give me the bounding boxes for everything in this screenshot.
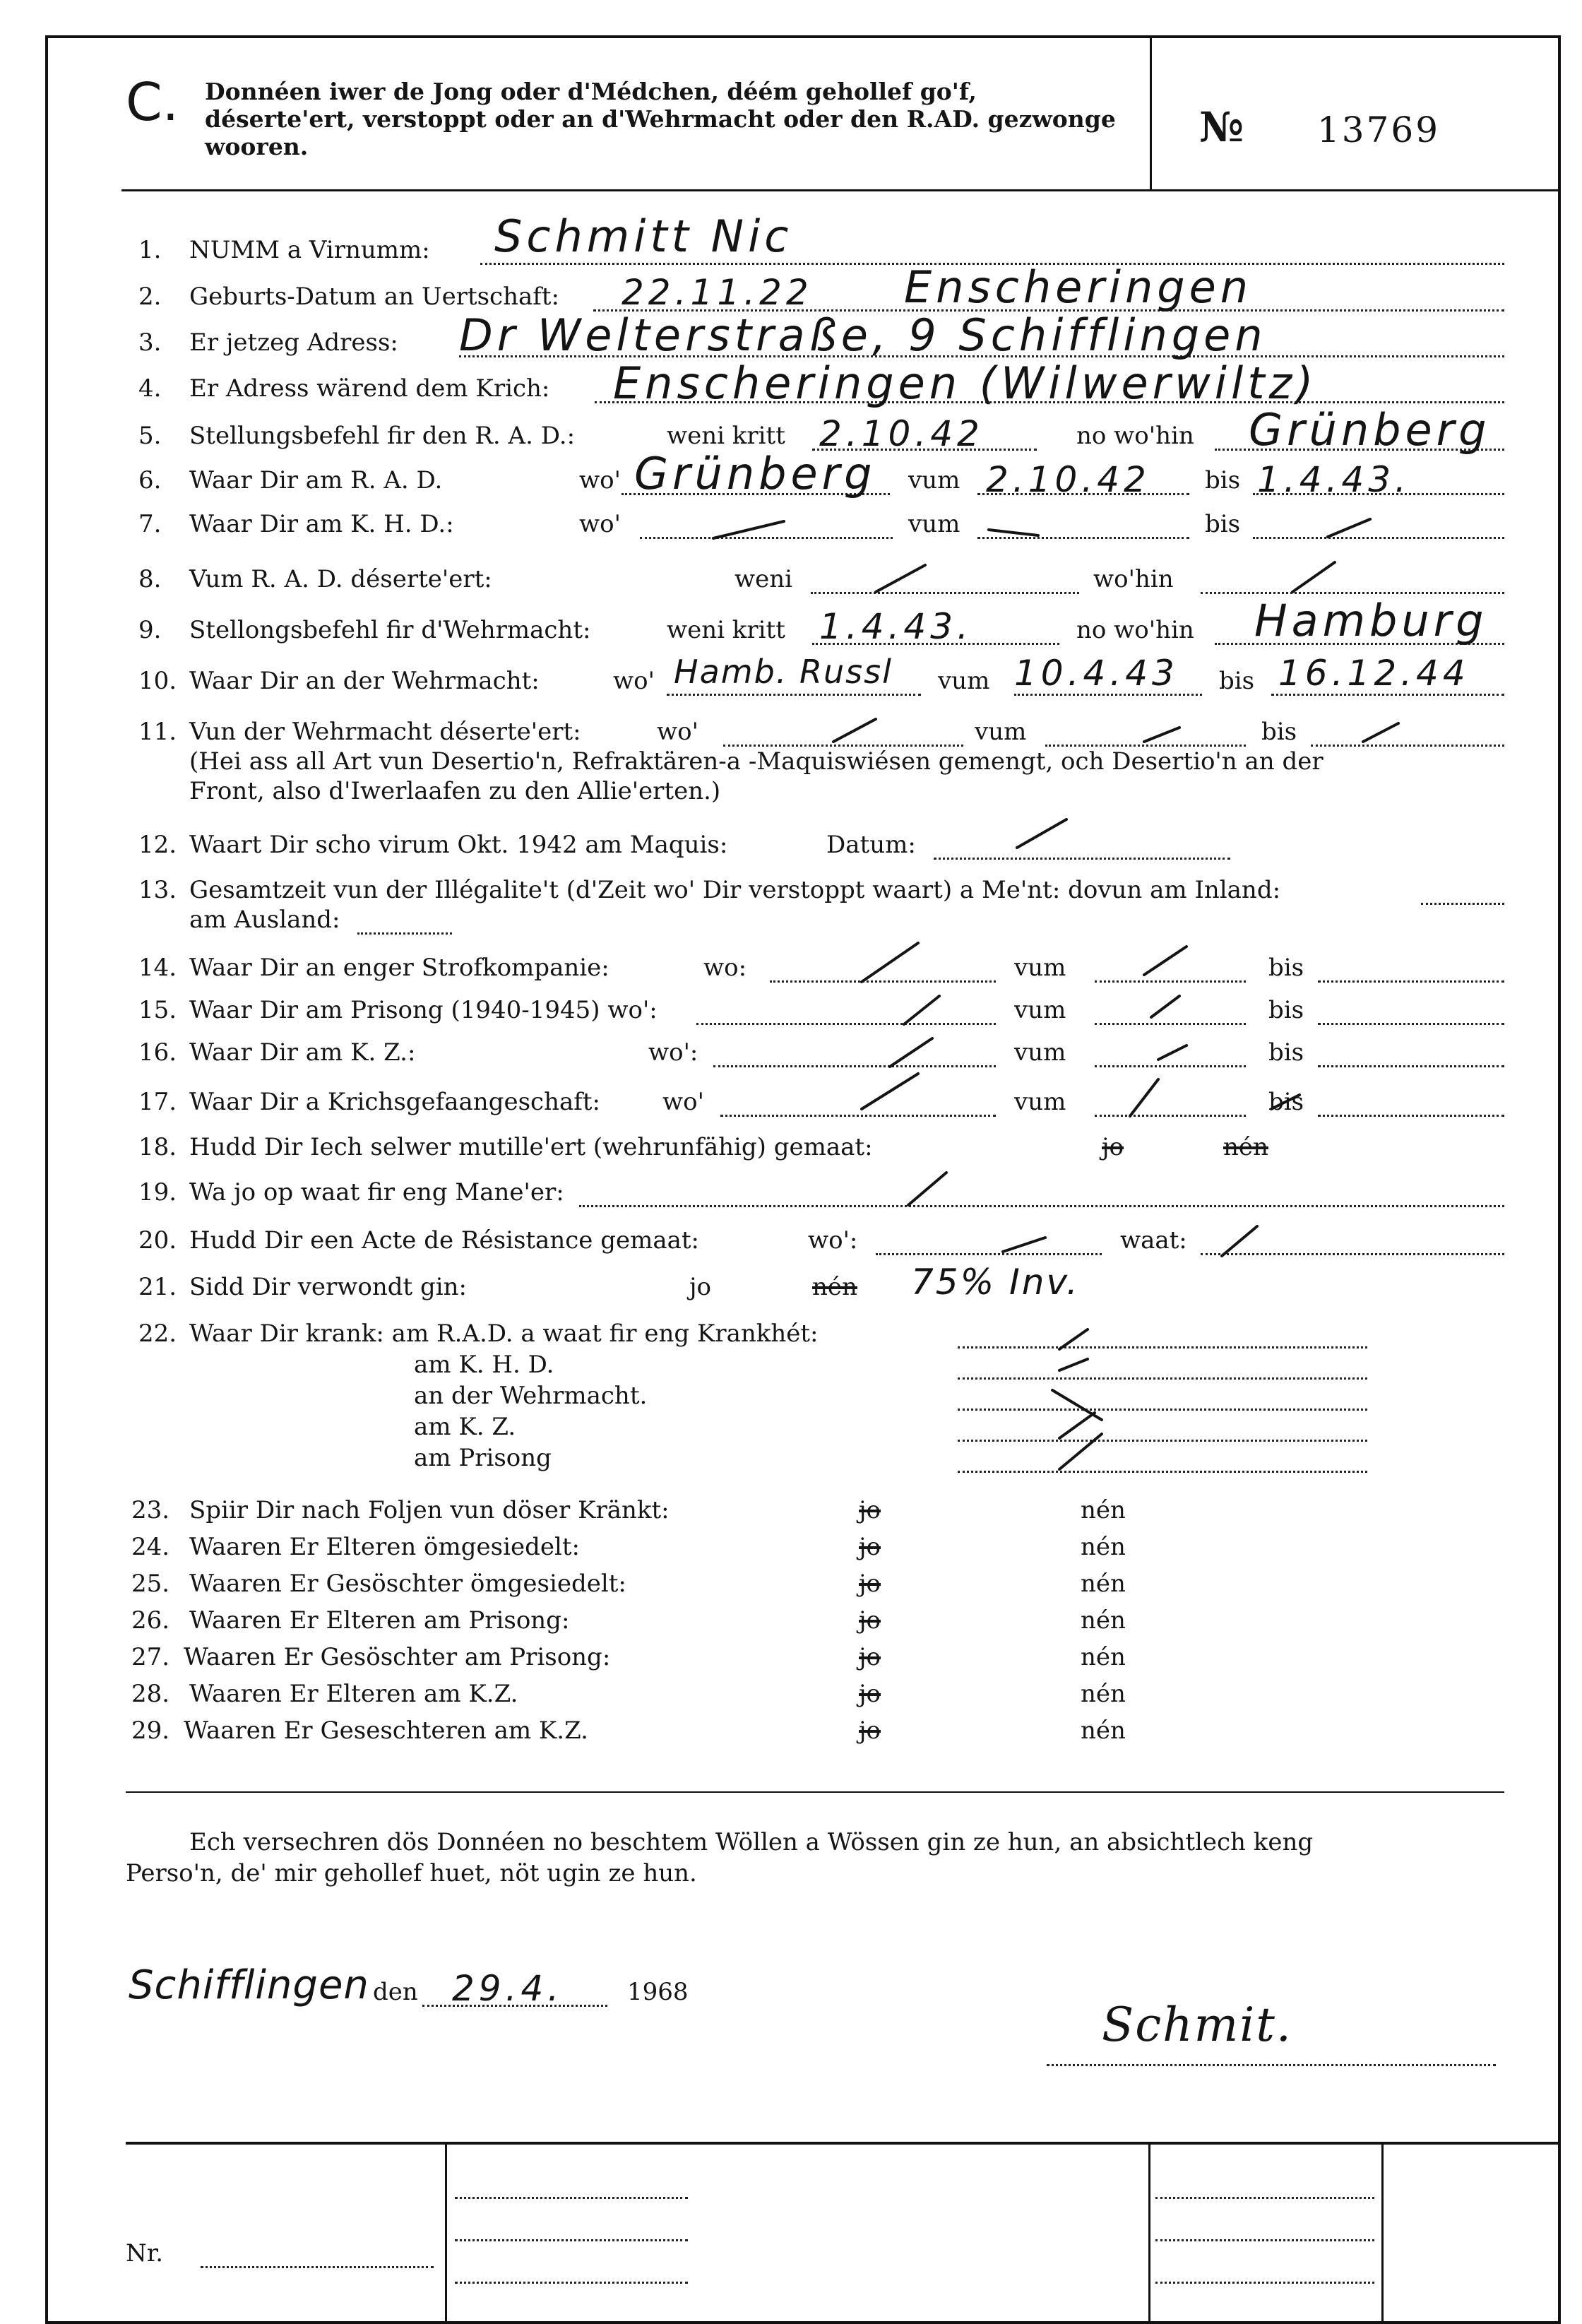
field-label: Hudd Dir een Acte de Résistance gemaat: <box>189 1226 699 1255</box>
answer-yes-struck: jo <box>859 1533 881 1561</box>
answer-yes-struck: jo <box>1102 1133 1124 1161</box>
wo-label: wo': <box>808 1226 858 1255</box>
row-number: 6. <box>138 466 162 494</box>
dash-mark <box>1271 1095 1300 1109</box>
declaration-line-2: Perso'n, de' mir gehollef huet, nöt ugin ze hun. <box>126 1859 697 1887</box>
from-label: vum <box>938 667 990 695</box>
from-label: vum <box>908 510 961 538</box>
dash-mark <box>1003 1238 1045 1252</box>
to-label: bis <box>1219 667 1255 695</box>
row-number: 24. <box>131 1533 170 1561</box>
field-label: Waar Dir krank: am R.A.D. a waat fir eng Krankhét: <box>189 1320 819 1348</box>
row-number: 16. <box>138 1038 177 1067</box>
field-label: Waar Dir an der Wehrmacht: <box>189 667 540 695</box>
row-number: 23. <box>131 1496 170 1524</box>
answer-yes-struck: jo <box>859 1643 881 1671</box>
handwritten-rad-to: 1.4.43. <box>1257 459 1410 500</box>
wo-label: wo' <box>613 667 655 695</box>
dash-mark <box>1059 1413 1095 1438</box>
answer-yes-struck: jo <box>859 1570 881 1598</box>
field-label: Sidd Dir verwondt gin: <box>189 1273 467 1301</box>
to-label: bis <box>1205 510 1241 538</box>
answer-no: nén <box>1081 1570 1126 1598</box>
field-label: Hudd Dir Iech selwer mutille'ert (wehrunfähig) gemaat: <box>189 1133 873 1161</box>
handwritten-current-address: Dr Welterstraße, 9 Schifflingen <box>459 309 1267 361</box>
handwritten-war-address: Enscheringen (Wilwerwiltz) <box>613 357 1318 409</box>
row-number: 12. <box>138 831 177 859</box>
field-label: Waar Dir am K. H. D.: <box>189 510 454 538</box>
field-label: Waar Dir am R. A. D. <box>189 466 443 494</box>
dash-mark <box>989 530 1038 535</box>
row-number: 3. <box>138 328 162 357</box>
handwritten-wehrmacht-to: 16.12.44 <box>1278 653 1470 694</box>
to-label: bis <box>1268 1038 1304 1067</box>
row-number: 18. <box>138 1133 177 1161</box>
field-label: Gesamtzeit vun der Illégalite't (d'Zeit wo' Dir verstoppt waart) a Me'nt: dovun am Inland: <box>189 876 1281 904</box>
handwritten-invalidity: 75% Inv. <box>911 1262 1080 1303</box>
field-label: Wa jo op waat fir eng Mane'er: <box>189 1178 564 1207</box>
to-label: bis <box>1268 1088 1304 1116</box>
field-label: am Ausland: <box>189 906 340 934</box>
from-label: vum <box>1014 954 1066 982</box>
answer-yes-struck: jo <box>859 1680 881 1708</box>
row-number: 2. <box>138 283 162 311</box>
handwritten-birth-date: 22.11.22 <box>622 272 813 313</box>
dash-mark <box>890 1038 932 1067</box>
dash-mark <box>1328 519 1370 537</box>
answer-no: nén <box>1081 1533 1126 1561</box>
handwritten-signature: Schmit. <box>1102 1998 1292 2052</box>
field-label: Waart Dir scho virum Okt. 1942 am Maquis: <box>189 831 728 859</box>
row-number: 10. <box>138 667 177 695</box>
dash-mark <box>1017 819 1066 848</box>
nr-label: Nr. <box>126 2239 164 2267</box>
answer-yes-struck: jo <box>859 1496 881 1524</box>
field-label: Stellungsbefehl fir den R. A. D.: <box>189 422 576 450</box>
row-number: 15. <box>138 996 177 1024</box>
from-label: vum <box>1014 1088 1066 1116</box>
row-number: 27. <box>131 1643 170 1671</box>
to-label: bis <box>1205 466 1241 494</box>
declaration-line-1: Ech versechren dös Donnéen no beschtem Wöllen a Wössen gin ze hun, an absichtlech keng <box>189 1828 1314 1856</box>
wo-label: wo: <box>703 954 747 982</box>
wo-label: wo': <box>648 1038 698 1067</box>
where-label: wo'hin <box>1093 565 1174 593</box>
field-label: Waaren Er Gesöschter am Prisong: <box>184 1643 611 1671</box>
answer-no: nén <box>1081 1496 1126 1524</box>
row-number: 19. <box>138 1178 177 1207</box>
to-label: bis <box>1268 996 1304 1024</box>
row-number: 1. <box>138 236 162 264</box>
dash-mark <box>1222 1226 1257 1256</box>
from-label: vum <box>975 718 1027 746</box>
printed-year: 1968 <box>627 1978 689 2006</box>
row-number: 22. <box>138 1320 177 1348</box>
wo-label: wo' <box>579 510 621 538</box>
row-number: 14. <box>138 954 177 982</box>
field-label: Spiir Dir nach Foljen vun döser Kränkt: <box>189 1496 670 1524</box>
when-label: weni kritt <box>667 422 785 450</box>
field-label: Er jetzeg Adress: <box>189 328 398 357</box>
answer-no: nén <box>1081 1680 1126 1708</box>
field-label: Stellongsbefehl fir d'Wehrmacht: <box>189 616 591 644</box>
row-number: 26. <box>131 1606 170 1635</box>
row-number: 4. <box>138 374 162 403</box>
from-label: vum <box>1014 1038 1066 1067</box>
what-label: waat: <box>1120 1226 1187 1255</box>
handwritten-wehrmacht-order-date: 1.4.43. <box>819 606 973 647</box>
field-sublabel: am Prisong <box>414 1444 552 1472</box>
field-label: Waar Dir an enger Strofkompanie: <box>189 954 609 982</box>
dash-mark <box>1052 1390 1102 1420</box>
handwritten-birth-place: Enscheringen <box>904 261 1253 313</box>
field-label: Er Adress wärend dem Krich: <box>189 374 550 403</box>
field-label: Waaren Er Elteren am Prisong: <box>189 1606 570 1635</box>
handwritten-rad-from: 2.10.42 <box>986 459 1150 500</box>
where-label: no wo'hin <box>1076 616 1194 644</box>
handwritten-rad-order-date: 2.10.42 <box>819 413 984 454</box>
field-sublabel: am K. H. D. <box>414 1351 554 1379</box>
answer-no: nén <box>1081 1606 1126 1635</box>
date-label: Datum: <box>826 831 916 859</box>
dash-mark <box>833 719 876 742</box>
handwritten-wehrmacht-place: Hamb. Russl <box>674 653 893 691</box>
wo-label: wo' <box>579 466 621 494</box>
dash-mark <box>862 943 918 982</box>
form-description: Donnéen iwer de Jong oder d'Médchen, déém gehollef go'f, déserte'ert, verstoppt oder an d'Wehrmacht oder den R.AD. gezwonge wooren. <box>205 78 1116 160</box>
row-number: 8. <box>138 565 162 593</box>
handwritten-wehrmacht-destination: Hamburg <box>1254 595 1488 646</box>
dash-mark <box>1144 728 1179 742</box>
dash-mark <box>1158 1045 1186 1060</box>
field-note: (Hei ass all Art vun Desertio'n, Refraktären-a -Maquiswiésen gemengt, och Desertio'n an der <box>189 747 1324 776</box>
field-sublabel: an der Wehrmacht. <box>414 1382 648 1410</box>
dash-mark <box>1059 1359 1088 1370</box>
dash-mark <box>1292 562 1335 592</box>
where-label: no wo'hin <box>1076 422 1194 450</box>
handwritten-date: 29.4. <box>452 1968 564 2009</box>
dash-mark <box>1059 1329 1088 1349</box>
row-number: 13. <box>138 876 177 904</box>
dash-mark <box>713 521 784 538</box>
row-number: 20. <box>138 1226 177 1255</box>
field-label: Vum R. A. D. déserte'ert: <box>189 565 492 593</box>
row-number: 28. <box>131 1680 170 1708</box>
field-label: Waaren Er Gesöschter ömgesiedelt: <box>189 1570 626 1598</box>
field-label: Waaren Er Elteren am K.Z. <box>189 1680 518 1708</box>
dash-mark <box>1144 947 1186 975</box>
field-label: Geburts-Datum an Uertschaft: <box>189 283 559 311</box>
dash-mark <box>908 1173 946 1205</box>
answer-no-struck: nén <box>812 1273 857 1301</box>
from-label: vum <box>1014 996 1066 1024</box>
when-label: weni kritt <box>667 616 785 644</box>
field-label: Vun der Wehrmacht déserte'ert: <box>189 718 581 746</box>
handwritten-wehrmacht-from: 10.4.43 <box>1014 653 1179 694</box>
dash-mark <box>876 565 925 592</box>
field-label: Waar Dir a Krichsgefaangeschaft: <box>189 1088 600 1116</box>
den-label: den <box>373 1978 418 2006</box>
dash-mark <box>904 996 939 1024</box>
answer-no: nén <box>1081 1643 1126 1671</box>
handwritten-place: Schifflingen <box>129 1962 369 2008</box>
answer-no: nén <box>1081 1717 1126 1745</box>
handwritten-name: Schmitt Nic <box>494 211 793 262</box>
field-label: NUMM a Virnumm: <box>189 236 430 264</box>
to-label: bis <box>1268 954 1304 982</box>
row-number: 17. <box>138 1088 177 1116</box>
row-number: 9. <box>138 616 162 644</box>
row-number: 21. <box>138 1273 177 1301</box>
answer-yes-struck: jo <box>859 1717 881 1745</box>
wo-label: wo' <box>657 718 698 746</box>
row-number: 7. <box>138 510 162 538</box>
dash-mark <box>862 1074 918 1109</box>
field-label: Waaren Er Elteren ömgesiedelt: <box>189 1533 580 1561</box>
dash-mark <box>1130 1079 1158 1116</box>
form-section-letter: C. <box>126 72 179 133</box>
answer-no-struck: nén <box>1223 1133 1268 1161</box>
handwritten-rad-place: Grünberg <box>634 448 876 499</box>
dash-mark <box>1059 1434 1102 1469</box>
row-number: 11. <box>138 718 177 746</box>
handwritten-rad-destination: Grünberg <box>1249 404 1491 456</box>
field-label: Waar Dir am Prisong (1940-1945) wo': <box>189 996 658 1024</box>
field-note: Front, also d'Iwerlaafen zu den Allie'erten.) <box>189 777 721 805</box>
serial-number: 13769 <box>1317 109 1441 150</box>
from-label: vum <box>908 466 961 494</box>
number-sign: № <box>1199 103 1244 151</box>
wo-label: wo' <box>662 1088 704 1116</box>
answer-yes: jo <box>689 1273 712 1301</box>
dash-mark <box>1151 996 1179 1017</box>
dash-mark <box>1363 723 1398 742</box>
answer-yes-struck: jo <box>859 1606 881 1635</box>
field-label: Waar Dir am K. Z.: <box>189 1038 416 1067</box>
to-label: bis <box>1261 718 1297 746</box>
field-sublabel: am K. Z. <box>414 1413 516 1441</box>
row-number: 29. <box>131 1717 170 1745</box>
when-label: weni <box>734 565 792 593</box>
row-number: 25. <box>131 1570 170 1598</box>
row-number: 5. <box>138 422 162 450</box>
field-label: Waaren Er Geseschteren am K.Z. <box>184 1717 588 1745</box>
